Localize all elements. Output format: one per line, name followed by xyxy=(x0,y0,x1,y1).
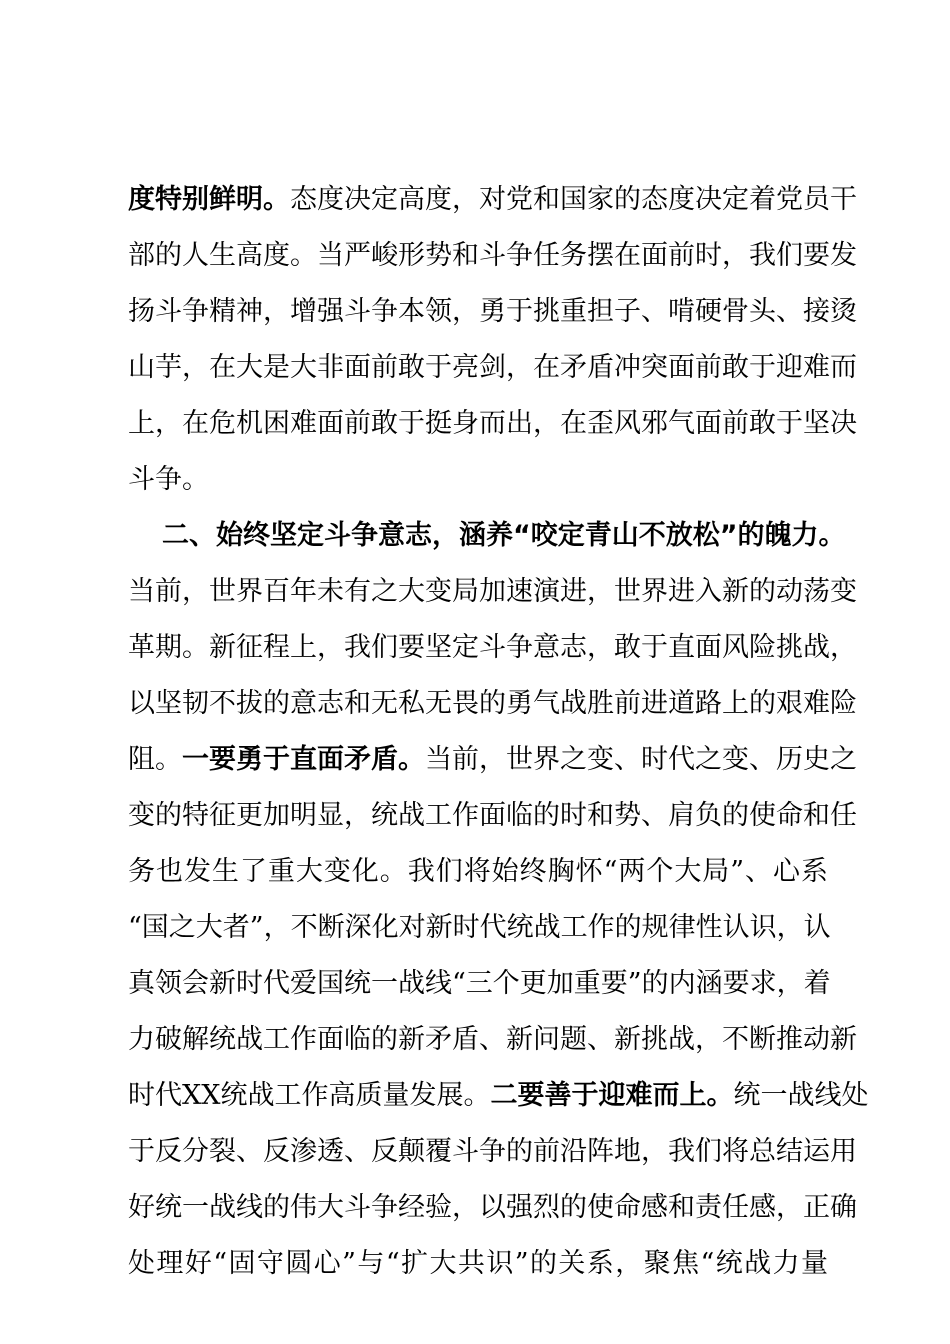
bold-heading: 二要善于迎难而上。 xyxy=(490,1080,734,1111)
text-line: 山芋，在大是大非面前敢于亮剑，在矛盾冲突面前敢于迎难而 xyxy=(128,352,857,383)
line-text: 态度决定高度，对党和国家的态度决定着党员干 xyxy=(290,184,857,215)
text-line: 革期。新征程上，我们要坚定斗争意志，敢于直面风险挑战， xyxy=(128,632,857,663)
text-line: 好统一战线的伟大斗争经验，以强烈的使命感和责任感，正确 xyxy=(128,1192,857,1223)
text-line xyxy=(128,734,857,786)
line-text: 统一战线处 xyxy=(733,1080,869,1111)
text-line: 力破解统战工作面临的新矛盾、新问题、新挑战，不断推动新 xyxy=(128,1024,857,1055)
line-text: 阻。 xyxy=(128,744,182,775)
line-text: 当前，世界之变、时代之变、历史之 xyxy=(425,744,857,775)
line-text: 时代XX统战工作高质量发展。 xyxy=(128,1080,491,1111)
text-line: 变的特征更加明显，统战工作面临的时和势、肩负的使命和任 xyxy=(128,800,857,831)
text-line: 真领会新时代爱国统一战线“三个更加重要”的内涵要求，着 xyxy=(128,968,831,999)
text-line: 处理好“固守圆心”与“扩大共识”的关系，聚焦“统战力量 xyxy=(128,1248,828,1279)
text-line: 斗争。 xyxy=(128,464,209,495)
text-line: 部的人生高度。当严峻形势和斗争任务摆在面前时，我们要发 xyxy=(128,240,857,271)
bold-heading: 度特别鲜明。 xyxy=(128,184,290,215)
text-line: “国之大者”，不断深化对新时代统战工作的规律性认识，认 xyxy=(128,912,831,943)
text-line: 上，在危机困难面前敢于挺身而出，在歪风邪气面前敢于坚决 xyxy=(128,408,857,439)
section-heading: 二、始终坚定斗争意志，涵养“咬定青山不放松”的魄力。 xyxy=(162,520,846,551)
text-line: 于反分裂、反渗透、反颠覆斗争的前沿阵地，我们将总结运用 xyxy=(128,1136,857,1167)
text-line xyxy=(128,1070,869,1122)
text-line: 务也发生了重大变化。我们将始终胸怀“两个大局”、心系 xyxy=(128,856,828,887)
text-line: 扬斗争精神，增强斗争本领，勇于挑重担子、啃硬骨头、接烫 xyxy=(128,296,857,327)
text-line: 以坚韧不拔的意志和无私无畏的勇气战胜前进道路上的艰难险 xyxy=(128,688,857,719)
text-line xyxy=(128,174,857,226)
text-line: 当前，世界百年未有之大变局加速演进，世界进入新的动荡变 xyxy=(128,576,857,607)
bold-heading: 一要勇于直面矛盾。 xyxy=(182,744,425,775)
